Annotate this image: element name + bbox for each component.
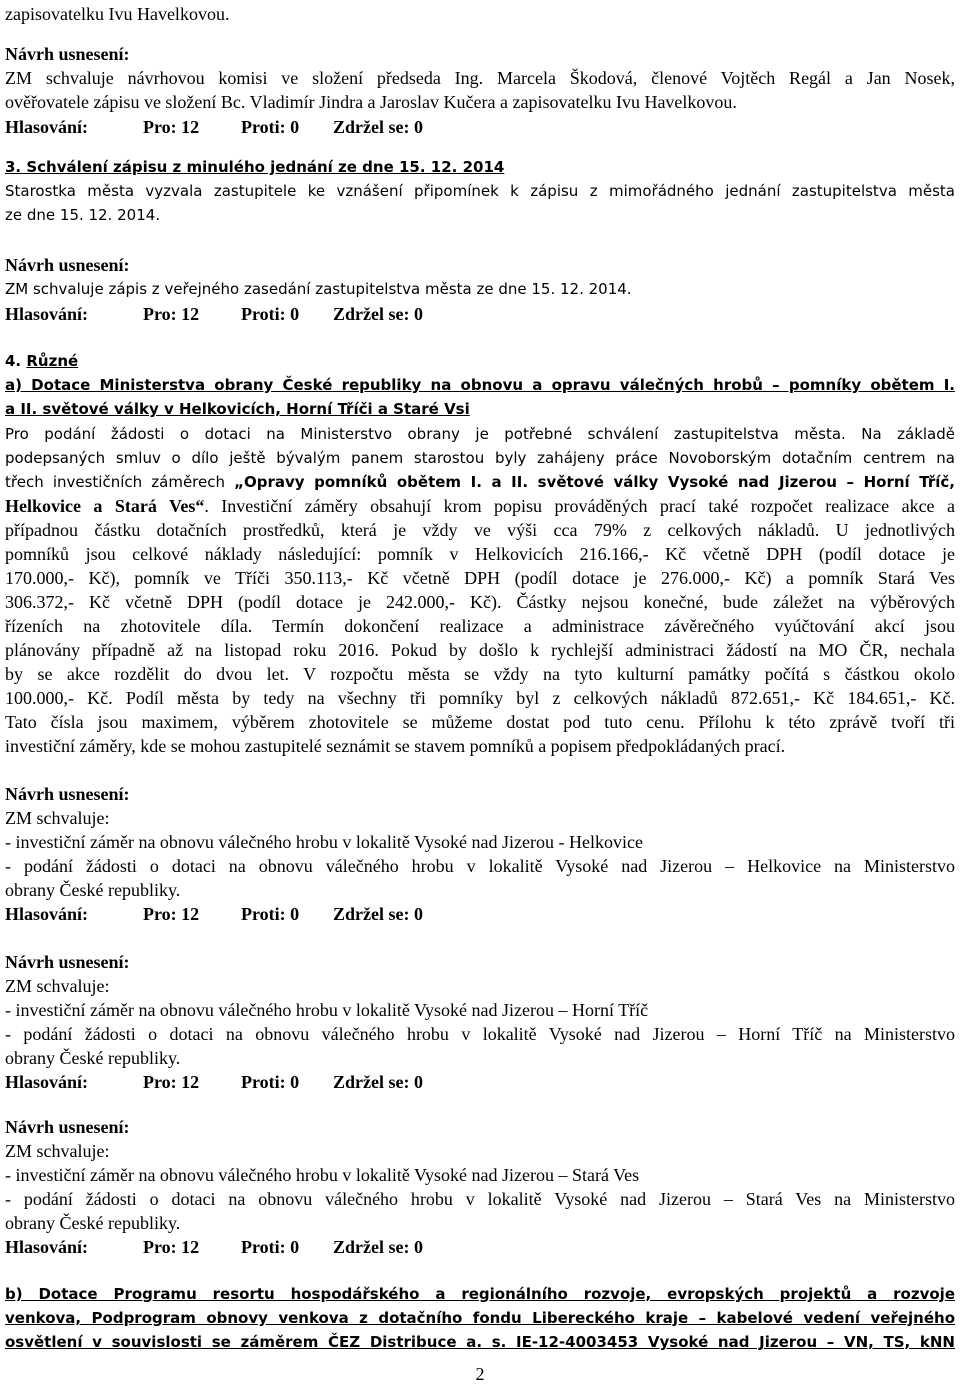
vote-proti: Proti: 0 [241, 117, 300, 137]
text-line: Tato čísla jsou maximem, výběrem zhotovitele se můžeme dostat pod tuto cenu. Přílohu k této zprávě tvoří tři [5, 712, 955, 732]
text-line: obrany České republiky. [5, 1213, 181, 1233]
page-number: 2 [475, 1364, 485, 1384]
section-title: Různé [26, 352, 79, 370]
section-heading [5, 350, 78, 374]
list-item: - investiční záměr na obnovu válečného hrobu v lokalitě Vysoké nad Jizerou – Horní Tříč [5, 1000, 649, 1020]
section-number: 4. [5, 352, 22, 370]
text-line: ZM schvaluje: [5, 1141, 110, 1161]
resolution-heading: Návrh usnesení: [5, 784, 130, 804]
vote-result [5, 1071, 423, 1095]
vote-pro: Pro: 12 [143, 304, 200, 324]
text-line [5, 495, 955, 519]
subsection-heading: a II. světové války v Helkovicích, Horní Tříči a Staré Vsi [5, 400, 470, 418]
resolution-heading: Návrh usnesení: [5, 1117, 130, 1137]
text-line: podepsaných smluv o dílo ještě bývalým panem starostou byly zahájeny práce Novoborským dotačním centrem na [5, 449, 955, 467]
vote-result [5, 903, 423, 927]
vote-proti: Proti: 0 [241, 1237, 300, 1257]
text-line: Starostka města vyzvala zastupitele ke vznášení připomínek k zápisu z mimořádného jednání zastupitelstva města [5, 182, 955, 200]
vote-label: Hlasování: [5, 1072, 89, 1092]
text-line: by se akce rozdělit do dvou let. V rozpočtu města se vždy na tyto kulturní památky počítá s částkou okolo [5, 664, 955, 684]
list-item: - podání žádosti o dotaci na obnovu válečného hrobu v lokalitě Vysoké nad Jizerou – Horní Tříč na Ministerstvo [5, 1024, 955, 1044]
vote-result [5, 1236, 423, 1260]
vote-pro: Pro: 12 [143, 1237, 200, 1257]
resolution-heading: Návrh usnesení: [5, 255, 130, 275]
vote-zdrzel: Zdržel se: 0 [333, 304, 423, 324]
resolution-heading: Návrh usnesení: [5, 44, 130, 64]
text-segment: . Investiční záměry obsahují krom popisu prováděných prací také rozpočet realizace akce a [204, 496, 955, 516]
list-item: - podání žádosti o dotaci na obnovu válečného hrobu v lokalitě Vysoké nad Jizerou – Stará Ves na Ministerstvo [5, 1189, 955, 1209]
text-line: ZM schvaluje zápis z veřejného zasedání zastupitelstva města ze dne 15. 12. 2014. [5, 280, 632, 298]
text-line: 100.000,- Kč. Podíl města by tedy na všechny tři pomníky byl z celkových nákladů 872.651,- Kč 184.651,- Kč. [5, 688, 955, 708]
subsection-heading: a) Dotace Ministerstva obrany České republiky na obnovu a opravu válečných hrobů – pomníky obětem I. [5, 376, 955, 394]
text-line: obrany České republiky. [5, 1048, 181, 1068]
vote-label: Hlasování: [5, 1237, 89, 1257]
vote-zdrzel: Zdržel se: 0 [333, 117, 423, 137]
text-line: obrany České republiky. [5, 880, 181, 900]
text-line: ze dne 15. 12. 2014. [5, 206, 161, 224]
text-line: 170.000,- Kč), pomník ve Tříči 350.113,- Kč včetně DPH (podíl dotace je 276.000,- Kč) a pomník Stará Ves [5, 568, 955, 588]
text-line: 306.372,- Kč včetně DPH (podíl dotace je 242.000,- Kč). Částky nejsou konečné, bude záležet na výběrových [5, 592, 955, 612]
text-line [5, 471, 955, 495]
project-name: „Opravy pomníků obětem I. a II. světové války Vysoké nad Jizerou – Horní Tříč, [234, 473, 955, 491]
vote-label: Hlasování: [5, 904, 89, 924]
vote-result [5, 116, 423, 140]
text-line: pomníků jsou celkové náklady následující: pomník v Helkovicích 216.166,- Kč včetně DPH (podíl dotace je [5, 544, 955, 564]
list-item: - investiční záměr na obnovu válečného hrobu v lokalitě Vysoké nad Jizerou - Helkovice [5, 832, 643, 852]
text-line: zapisovatelku Ivu Havelkovou. [5, 4, 230, 24]
project-name: Helkovice a Stará Ves“ [5, 496, 205, 516]
text-line: ZM schvaluje návrhovou komisi ve složení předseda Ing. Marcela Škodová, členové Vojtěch Regál a Jan Nosek, [5, 68, 955, 88]
text-line: řízeních na zhotovitele díla. Termín dokončení realizace a administrace závěrečného vyúčtování akcí jsou [5, 616, 955, 636]
text-line: plánovány případně až na listopad roku 2016. Pokud by došlo k rychlejší administraci žádostí na MO ČR, nechala [5, 640, 955, 660]
vote-proti: Proti: 0 [241, 304, 300, 324]
vote-proti: Proti: 0 [241, 904, 300, 924]
vote-zdrzel: Zdržel se: 0 [333, 904, 423, 924]
text-line: ZM schvaluje: [5, 808, 110, 828]
list-item: - investiční záměr na obnovu válečného hrobu v lokalitě Vysoké nad Jizerou – Stará Ves [5, 1165, 640, 1185]
vote-pro: Pro: 12 [143, 904, 200, 924]
text-segment: třech investičních záměrech [5, 473, 235, 491]
text-line: případnou částku dotačních prostředků, která je vždy ve výši cca 79% z celkových nákladů. U jednotlivých [5, 520, 955, 540]
resolution-heading: Návrh usnesení: [5, 952, 130, 972]
text-line: ověřovatele zápisu ve složení Bc. Vladimír Jindra a Jaroslav Kučera a zapisovatelku Ivu Havelkovou. [5, 92, 737, 112]
subsection-heading: osvětlení v souvislosti se záměrem ČEZ Distribuce a. s. IE-12-4003453 Vysoké nad Jizerou – VN, TS, kNN [5, 1333, 955, 1351]
text-line: Pro podání žádosti o dotaci na Ministerstvo obrany je potřebné schválení zastupitelstva města. Na základě [5, 425, 955, 443]
section-heading: 3. Schválení zápisu z minulého jednání ze dne 15. 12. 2014 [5, 158, 505, 176]
vote-result [5, 303, 423, 327]
vote-pro: Pro: 12 [143, 117, 200, 137]
vote-zdrzel: Zdržel se: 0 [333, 1237, 423, 1257]
vote-pro: Pro: 12 [143, 1072, 200, 1092]
vote-label: Hlasování: [5, 117, 89, 137]
list-item: - podání žádosti o dotaci na obnovu válečného hrobu v lokalitě Vysoké nad Jizerou – Helkovice na Ministerstvo [5, 856, 955, 876]
subsection-heading: venkova, Podprogram obnovy venkova z dotačního fondu Libereckého kraje – kabelové vedení veřejného [5, 1309, 955, 1327]
subsection-heading: b) Dotace Programu resortu hospodářského a regionálního rozvoje, evropských projektů a rozvoje [5, 1285, 955, 1303]
text-line: investiční záměry, kde se mohou zastupitelé seznámit se stavem pomníků a popisem předpokládaných prací. [5, 736, 786, 756]
text-line: ZM schvaluje: [5, 976, 110, 996]
vote-label: Hlasování: [5, 304, 89, 324]
vote-zdrzel: Zdržel se: 0 [333, 1072, 423, 1092]
vote-proti: Proti: 0 [241, 1072, 300, 1092]
